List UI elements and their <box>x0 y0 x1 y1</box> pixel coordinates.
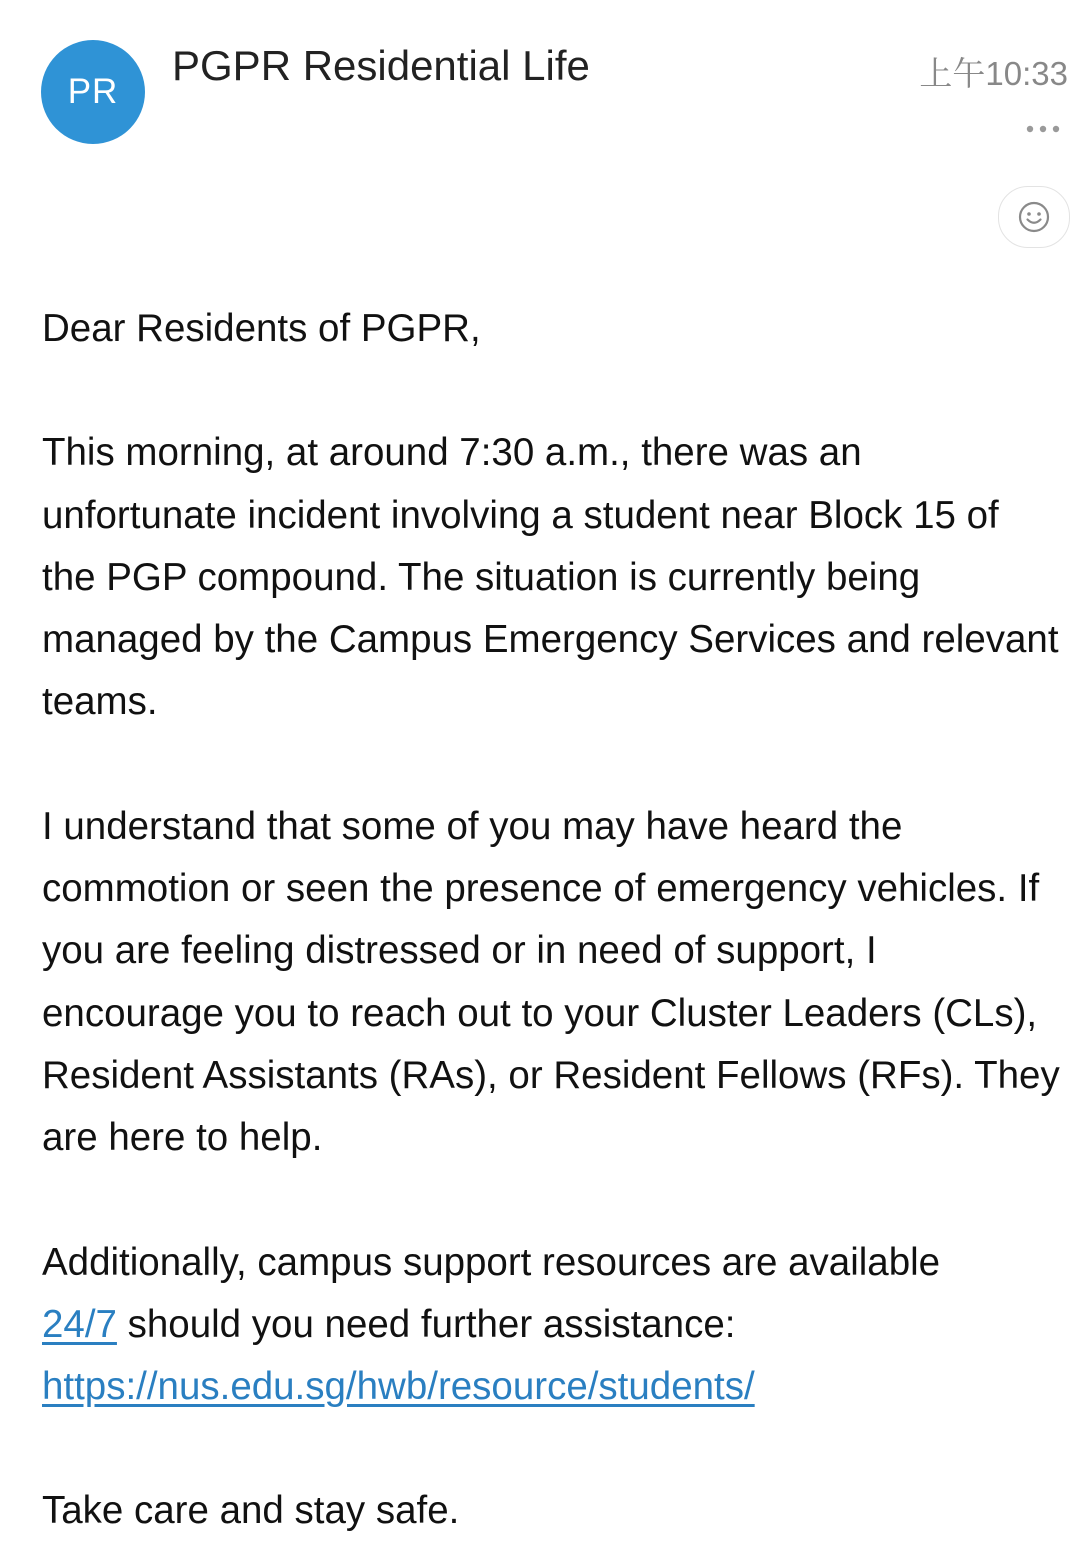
link-24-7[interactable]: 24/7 <box>42 1302 117 1346</box>
resources-url-link[interactable]: https://nus.edu.sg/hwb/resource/students/ <box>42 1365 755 1409</box>
add-reaction-button[interactable] <box>998 186 1070 248</box>
sender-name[interactable]: PGPR Residential Life <box>172 42 590 89</box>
paragraph-incident: This morning, at around 7:30 a.m., there was an unfortunate incident involving a student near Block 15 of the PGP compound. The situation is currently being managed by the Campus Emergency Services and relevant teams. <box>42 431 1059 724</box>
greeting: Dear Residents of PGPR, <box>42 307 481 350</box>
resources-mid: should you need further assistance: <box>116 1302 736 1346</box>
smiley-icon <box>1017 200 1051 234</box>
email-header <box>0 0 1080 260</box>
email-body <box>42 298 1062 1543</box>
paragraph-support: I understand that some of you may have heard the commotion or seen the presence of emergency vehicles. If you are feeling distressed or in need of support, I encourage you to reach out to your Cluster Leaders (CLs), Resident Assistants (RAs), or Resident Fellows (RFs). They are here to help. <box>42 804 1060 1160</box>
avatar-initials: PR <box>67 72 119 111</box>
more-horizontal-icon <box>1026 124 1060 134</box>
paragraph-resources <box>42 1232 1062 1419</box>
more-options-button[interactable] <box>1026 110 1060 140</box>
closing: Take care and stay safe. <box>42 1489 460 1533</box>
received-time: 上午10:33 <box>919 55 1068 92</box>
resources-intro: Additionally, campus support resources are available <box>42 1240 941 1284</box>
sender-avatar[interactable] <box>41 40 145 144</box>
